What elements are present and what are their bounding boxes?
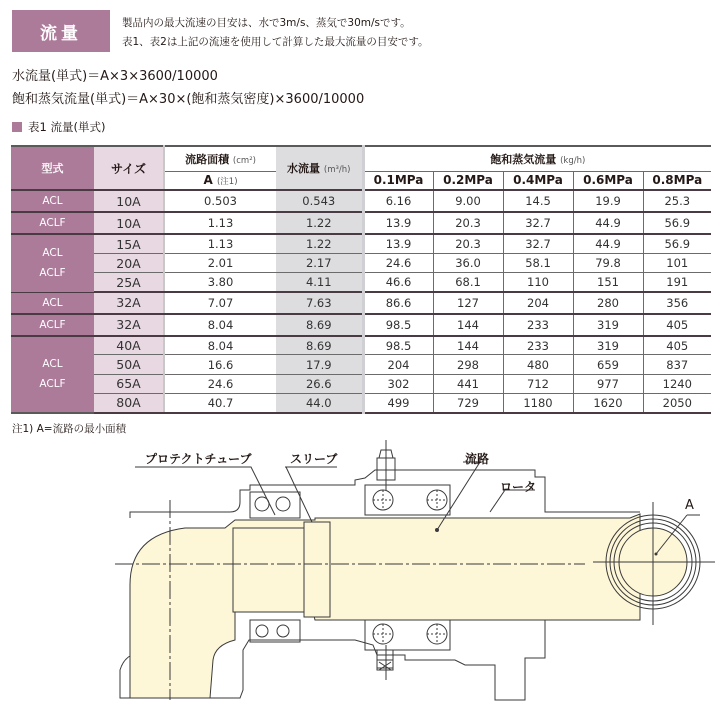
model-cell bbox=[11, 292, 94, 314]
size-cell: 25A bbox=[94, 273, 164, 292]
area-cell: 2.01 bbox=[164, 254, 276, 273]
water-flow-cell: 1.22 bbox=[276, 234, 363, 253]
model-label: ACL bbox=[42, 358, 63, 371]
label-sleeve: スリーブ bbox=[290, 452, 338, 466]
rotary-joint-cross-section-diagram bbox=[115, 440, 720, 710]
water-flow-cell: 0.543 bbox=[276, 190, 363, 212]
flow-rate-table bbox=[11, 145, 711, 414]
steam-flow-cell: 14.5 bbox=[503, 190, 573, 212]
water-flow-cell: 26.6 bbox=[276, 374, 363, 393]
steam-flow-cell: 729 bbox=[433, 394, 503, 413]
steam-flow-cell: 977 bbox=[573, 374, 643, 393]
size-cell: 10A bbox=[94, 212, 164, 234]
model-label: ACLF bbox=[39, 318, 66, 331]
header-pressure: 0.2MPa bbox=[433, 171, 503, 190]
model-cell bbox=[11, 212, 94, 234]
steam-flow-cell: 441 bbox=[433, 374, 503, 393]
size-cell: 15A bbox=[94, 234, 164, 253]
area-cell: 8.04 bbox=[164, 314, 276, 336]
steam-flow-cell: 20.3 bbox=[433, 234, 503, 253]
model-label: ACLF bbox=[39, 378, 66, 391]
label-flow-path: 流路 bbox=[465, 452, 490, 466]
size-cell: 32A bbox=[94, 314, 164, 336]
label-protect-tube: プロテクトチューブ bbox=[145, 452, 252, 466]
area-cell: 8.04 bbox=[164, 336, 276, 355]
header-area-a-label: A bbox=[203, 173, 213, 188]
model-label: ACLF bbox=[39, 217, 66, 230]
table-row bbox=[11, 394, 711, 413]
steam-flow-cell: 6.16 bbox=[363, 190, 433, 212]
label-rotor: ロータ bbox=[500, 480, 537, 494]
steam-flow-cell: 79.8 bbox=[573, 254, 643, 273]
steam-flow-cell: 659 bbox=[573, 355, 643, 374]
water-flow-cell: 4.11 bbox=[276, 273, 363, 292]
steam-flow-cell: 1620 bbox=[573, 394, 643, 413]
water-flow-cell: 44.0 bbox=[276, 394, 363, 413]
steam-flow-cell: 44.9 bbox=[573, 212, 643, 234]
steam-flow-cell: 191 bbox=[643, 273, 711, 292]
steam-flow-cell: 86.6 bbox=[363, 292, 433, 314]
header-size: サイズ bbox=[94, 146, 164, 190]
steam-flow-cell: 480 bbox=[503, 355, 573, 374]
steam-flow-cell: 32.7 bbox=[503, 212, 573, 234]
model-label: ACL bbox=[42, 296, 63, 309]
header-pressure: 0.8MPa bbox=[643, 171, 711, 190]
header-water-unit: (m³/h) bbox=[323, 165, 351, 176]
water-flow-cell: 8.69 bbox=[276, 314, 363, 336]
table-row bbox=[11, 314, 711, 336]
section-title-badge: 流量 bbox=[12, 10, 110, 52]
model-cell bbox=[11, 314, 94, 336]
steam-flow-cell: 405 bbox=[643, 336, 711, 355]
area-cell: 3.80 bbox=[164, 273, 276, 292]
steam-flow-cell: 56.9 bbox=[643, 212, 711, 234]
model-cell bbox=[11, 234, 94, 292]
steam-flow-cell: 98.5 bbox=[363, 336, 433, 355]
area-cell: 40.7 bbox=[164, 394, 276, 413]
steam-flow-cell: 13.9 bbox=[363, 212, 433, 234]
steam-flow-cell: 32.7 bbox=[503, 234, 573, 253]
intro-line: 製品内の最大流速の目安は、水で3m/s、蒸気で30m/sです。 bbox=[122, 17, 411, 29]
model-cell bbox=[11, 190, 94, 212]
water-flow-formula: 水流量(単式)＝A×3×3600/10000 bbox=[12, 69, 218, 84]
model-label: ACL bbox=[42, 195, 63, 208]
header-area-unit: (cm²) bbox=[232, 155, 256, 166]
steam-flow-cell: 204 bbox=[503, 292, 573, 314]
water-flow-cell: 1.22 bbox=[276, 212, 363, 234]
steam-flow-cell: 144 bbox=[433, 336, 503, 355]
header-steam-unit: (kg/h) bbox=[560, 155, 586, 166]
steam-flow-cell: 56.9 bbox=[643, 234, 711, 253]
steam-flow-cell: 405 bbox=[643, 314, 711, 336]
steam-flow-cell: 499 bbox=[363, 394, 433, 413]
steam-flow-cell: 68.1 bbox=[433, 273, 503, 292]
intro-text bbox=[122, 14, 429, 52]
header-area-label: 流路面積 bbox=[185, 152, 230, 166]
steam-flow-cell: 298 bbox=[433, 355, 503, 374]
steam-flow-cell: 19.9 bbox=[573, 190, 643, 212]
area-cell: 24.6 bbox=[164, 374, 276, 393]
steam-flow-cell: 13.9 bbox=[363, 234, 433, 253]
header-pressure: 0.6MPa bbox=[573, 171, 643, 190]
steam-flow-cell: 1240 bbox=[643, 374, 711, 393]
steam-flow-cell: 233 bbox=[503, 336, 573, 355]
size-cell: 32A bbox=[94, 292, 164, 314]
steam-flow-cell: 98.5 bbox=[363, 314, 433, 336]
caption-square-icon bbox=[12, 122, 22, 132]
area-cell: 1.13 bbox=[164, 212, 276, 234]
steam-flow-cell: 110 bbox=[503, 273, 573, 292]
steam-flow-cell: 319 bbox=[573, 336, 643, 355]
size-cell: 10A bbox=[94, 190, 164, 212]
steam-flow-cell: 356 bbox=[643, 292, 711, 314]
steam-flow-cell: 144 bbox=[433, 314, 503, 336]
steam-flow-cell: 25.3 bbox=[643, 190, 711, 212]
header-model: 型式 bbox=[11, 146, 94, 190]
area-cell: 1.13 bbox=[164, 234, 276, 253]
model-cell bbox=[11, 336, 94, 413]
steam-flow-cell: 837 bbox=[643, 355, 711, 374]
steam-flow-cell: 127 bbox=[433, 292, 503, 314]
header-area-a-note: (注1) bbox=[216, 177, 238, 188]
size-cell: 40A bbox=[94, 336, 164, 355]
area-cell: 7.07 bbox=[164, 292, 276, 314]
header-pressure: 0.1MPa bbox=[363, 171, 433, 190]
footnote: 注1) A=流路の最小面積 bbox=[12, 423, 127, 435]
header-area bbox=[164, 146, 276, 171]
table-row bbox=[11, 273, 711, 292]
header-water bbox=[276, 146, 363, 190]
model-label: ACL bbox=[42, 247, 63, 260]
size-cell: 80A bbox=[94, 394, 164, 413]
table-row bbox=[11, 292, 711, 314]
steam-flow-cell: 319 bbox=[573, 314, 643, 336]
table-row bbox=[11, 190, 711, 212]
steam-flow-cell: 151 bbox=[573, 273, 643, 292]
area-cell: 0.503 bbox=[164, 190, 276, 212]
table-caption-text: 表1 流量(単式) bbox=[28, 120, 106, 134]
area-cell: 16.6 bbox=[164, 355, 276, 374]
steam-flow-cell: 44.9 bbox=[573, 234, 643, 253]
steam-flow-cell: 233 bbox=[503, 314, 573, 336]
water-flow-cell: 2.17 bbox=[276, 254, 363, 273]
model-label: ACLF bbox=[39, 267, 66, 280]
water-flow-cell: 17.9 bbox=[276, 355, 363, 374]
steam-flow-cell: 58.1 bbox=[503, 254, 573, 273]
size-cell: 50A bbox=[94, 355, 164, 374]
steam-flow-cell: 46.6 bbox=[363, 273, 433, 292]
steam-flow-cell: 204 bbox=[363, 355, 433, 374]
steam-flow-formula: 飽和蒸気流量(単式)＝A×30×(飽和蒸気密度)×3600/10000 bbox=[12, 92, 365, 107]
steam-flow-cell: 20.3 bbox=[433, 212, 503, 234]
steam-flow-cell: 24.6 bbox=[363, 254, 433, 273]
steam-flow-cell: 302 bbox=[363, 374, 433, 393]
header-water-label: 水流量 bbox=[287, 162, 321, 176]
table-row bbox=[11, 336, 711, 355]
table-row bbox=[11, 212, 711, 234]
intro-line: 表1、表2は上記の流速を使用して計算した最大流量の目安です。 bbox=[122, 36, 429, 48]
steam-flow-cell: 280 bbox=[573, 292, 643, 314]
size-cell: 65A bbox=[94, 374, 164, 393]
header-pressure: 0.4MPa bbox=[503, 171, 573, 190]
water-flow-cell: 7.63 bbox=[276, 292, 363, 314]
table-row bbox=[11, 234, 711, 253]
steam-flow-cell: 1180 bbox=[503, 394, 573, 413]
water-flow-cell: 8.69 bbox=[276, 336, 363, 355]
table-caption bbox=[12, 119, 105, 135]
steam-flow-cell: 712 bbox=[503, 374, 573, 393]
diagram-svg bbox=[115, 440, 720, 710]
size-cell: 20A bbox=[94, 254, 164, 273]
label-area-a: A bbox=[685, 498, 694, 513]
header-steam bbox=[363, 146, 711, 171]
steam-flow-cell: 9.00 bbox=[433, 190, 503, 212]
header-area-a bbox=[164, 171, 276, 190]
table-row bbox=[11, 254, 711, 273]
header-steam-label: 飽和蒸気流量 bbox=[490, 152, 557, 166]
steam-flow-cell: 2050 bbox=[643, 394, 711, 413]
steam-flow-cell: 101 bbox=[643, 254, 711, 273]
table-row bbox=[11, 355, 711, 374]
table-row bbox=[11, 374, 711, 393]
steam-flow-cell: 36.0 bbox=[433, 254, 503, 273]
